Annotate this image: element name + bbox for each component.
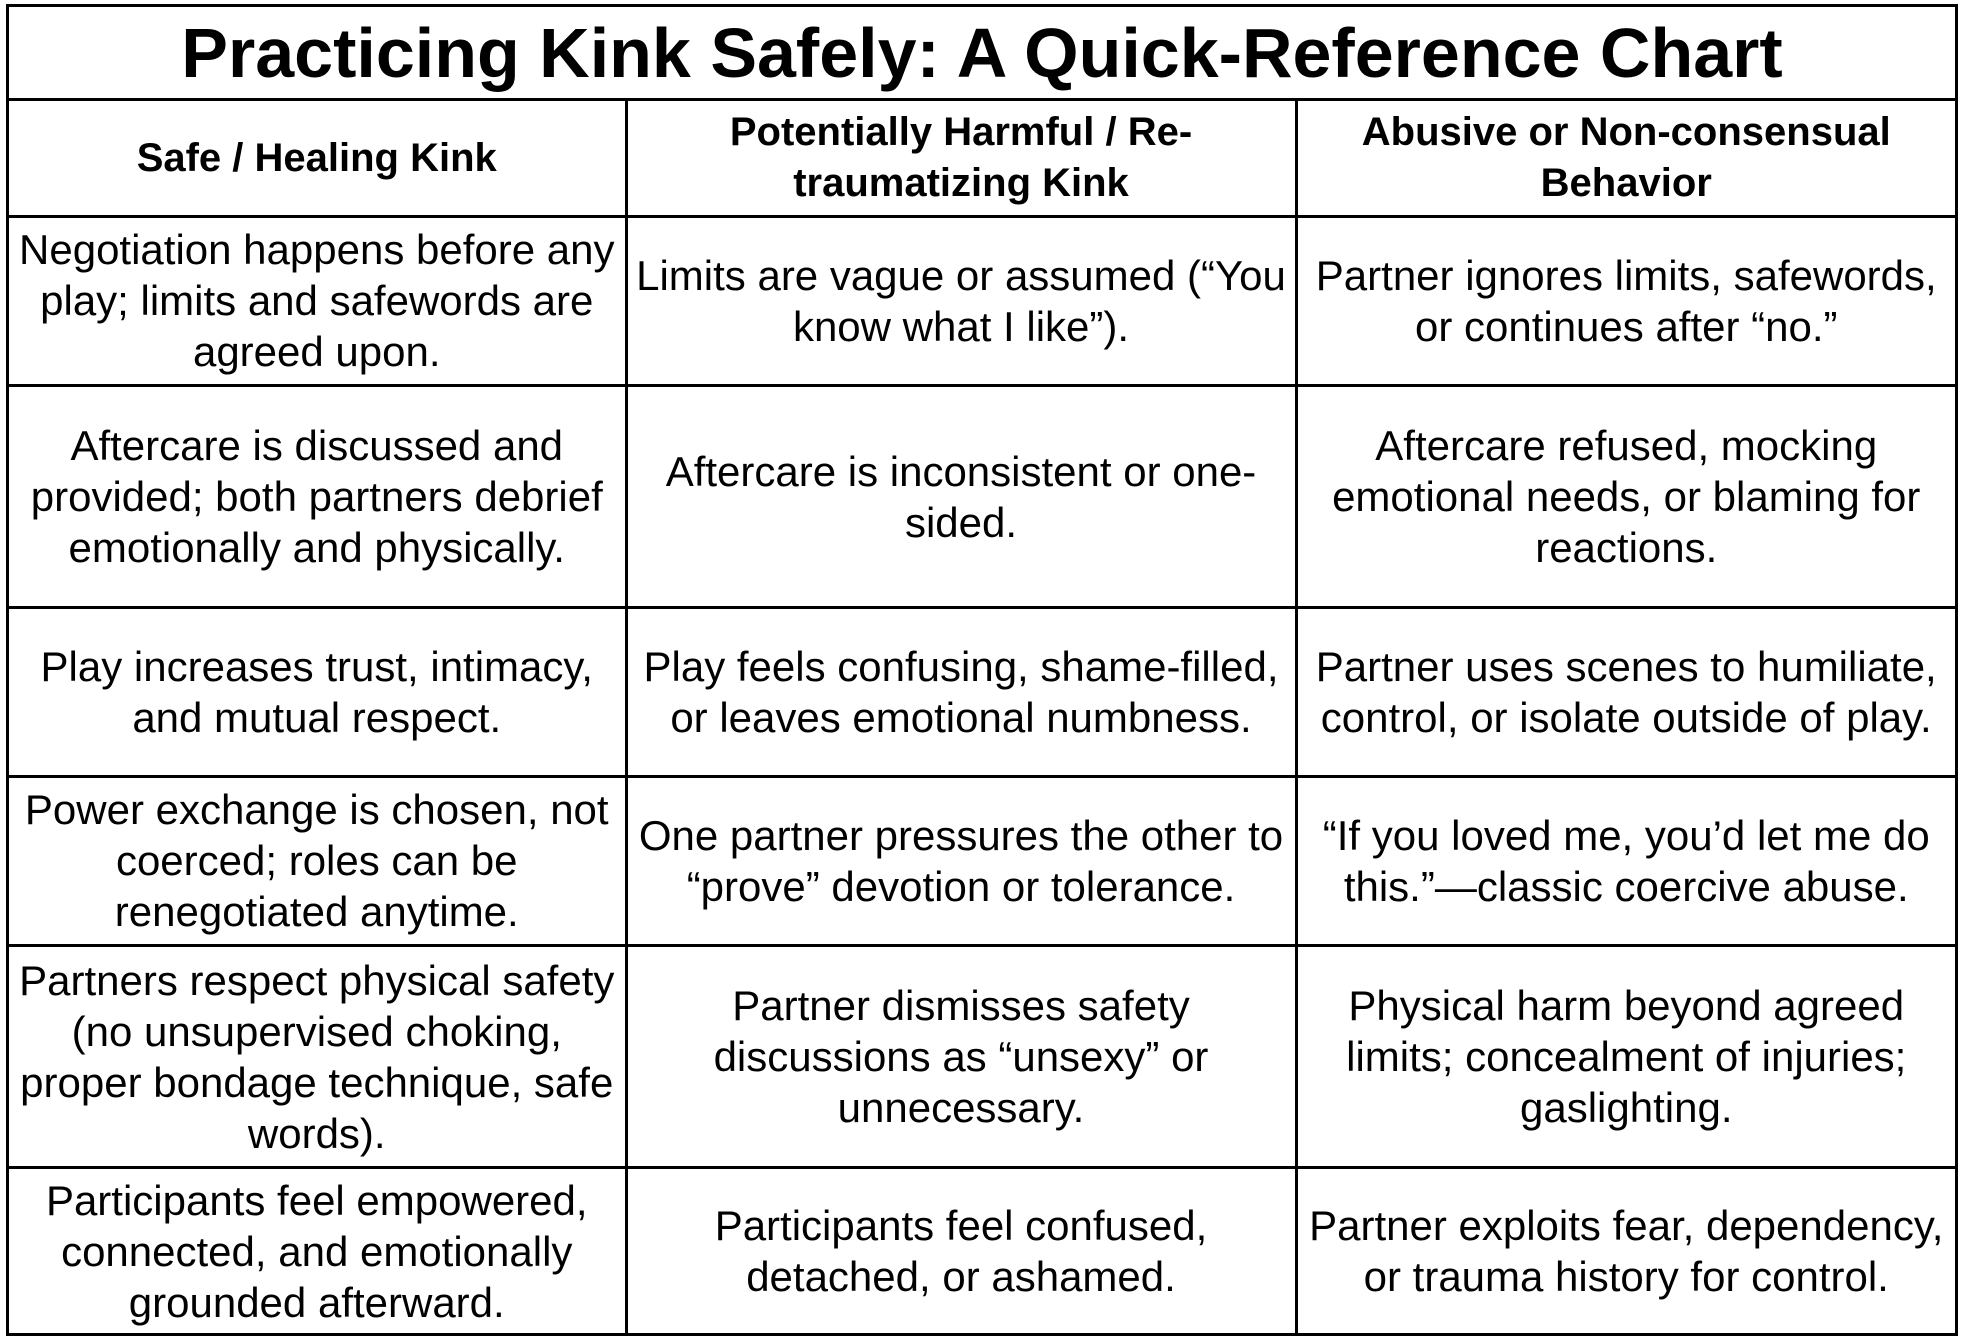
table-cell: Aftercare is discussed and provided; both partners debrief emotionally and physically.: [9, 385, 626, 607]
header-row: [9, 101, 1955, 217]
table-row: [9, 945, 1955, 1167]
table-row: [9, 777, 1955, 946]
table-cell: Play feels confusing, shame-filled, or leaves emotional numbness.: [626, 608, 1296, 777]
table-cell: Partner exploits fear, dependency, or trauma history for control.: [1296, 1168, 1955, 1333]
table-row: [9, 608, 1955, 777]
table-cell: Power exchange is chosen, not coerced; roles can be renegotiated anytime.: [9, 777, 626, 946]
reference-table: [9, 101, 1955, 1333]
table-cell: Aftercare refused, mocking emotional needs, or blaming for reactions.: [1296, 385, 1955, 607]
table-cell: One partner pressures the other to “prove” devotion or tolerance.: [626, 777, 1296, 946]
table-row: [9, 1168, 1955, 1333]
table-cell: Partner uses scenes to humiliate, control, or isolate outside of play.: [1296, 608, 1955, 777]
table-row: [9, 217, 1955, 386]
header-safe-healing: Safe / Healing Kink: [9, 101, 626, 217]
table-cell: Partner ignores limits, safewords, or continues after “no.”: [1296, 217, 1955, 386]
table-row: [9, 385, 1955, 607]
table-cell: “If you loved me, you’d let me do this.”—classic coercive abuse.: [1296, 777, 1955, 946]
table-cell: Partners respect physical safety (no unsupervised choking, proper bondage technique, safe words).: [9, 945, 626, 1167]
chart-title: Practicing Kink Safely: A Quick-Reference Chart: [9, 7, 1955, 101]
reference-chart: [6, 4, 1958, 1336]
table-cell: Partner dismisses safety discussions as “unsexy” or unnecessary.: [626, 945, 1296, 1167]
table-cell: Negotiation happens before any play; limits and safewords are agreed upon.: [9, 217, 626, 386]
table-cell: Physical harm beyond agreed limits; concealment of injuries; gaslighting.: [1296, 945, 1955, 1167]
header-potentially-harmful: Potentially Harmful / Re-traumatizing Kink: [626, 101, 1296, 217]
table-cell: Participants feel empowered, connected, and emotionally grounded afterward.: [9, 1168, 626, 1333]
table-cell: Limits are vague or assumed (“You know what I like”).: [626, 217, 1296, 386]
table-cell: Aftercare is inconsistent or one-sided.: [626, 385, 1296, 607]
table-cell: Play increases trust, intimacy, and mutual respect.: [9, 608, 626, 777]
header-abusive: Abusive or Non-consensual Behavior: [1296, 101, 1955, 217]
table-cell: Participants feel confused, detached, or ashamed.: [626, 1168, 1296, 1333]
